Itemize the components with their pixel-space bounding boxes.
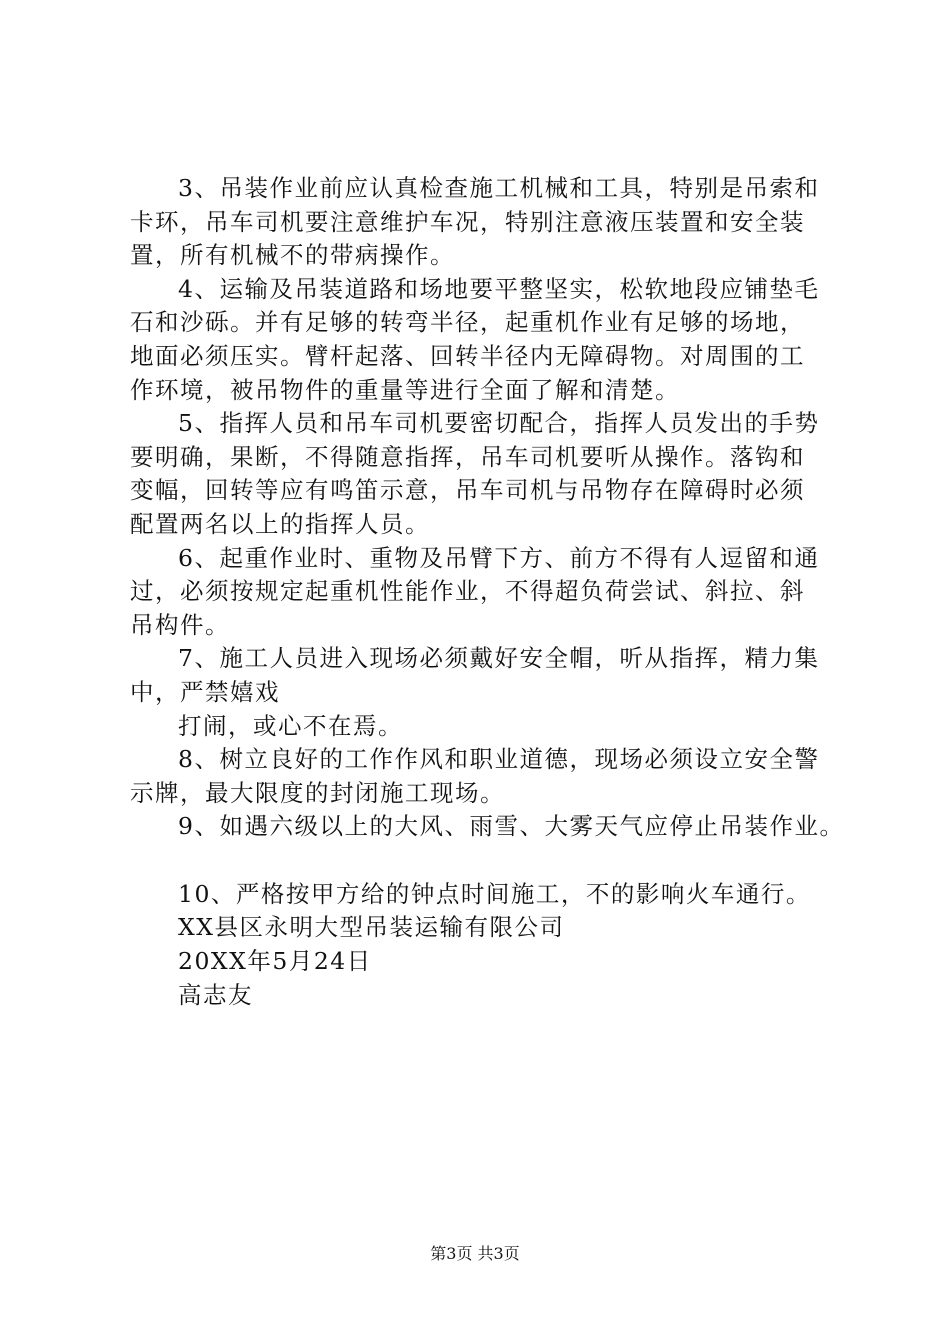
company-name: XX县区永明大型吊装运输有限公司 xyxy=(178,913,565,942)
text-line: 配置两名以上的指挥人员。 xyxy=(130,509,430,538)
text-line: 5、指挥人员和吊车司机要密切配合，指挥人员发出的手势 xyxy=(178,409,820,438)
text-line: 3、吊装作业前应认真检查施工机械和工具，特别是吊索和 xyxy=(178,174,820,202)
page-footer: 第3页 共3页 xyxy=(430,1244,520,1263)
paragraph-item-4 xyxy=(130,273,842,407)
text-line: 10、严格按甲方给的钟点时间施工，不的影响火车通行。 xyxy=(178,879,811,908)
text-line: 中，严禁嬉戏 xyxy=(130,677,280,706)
signature-date: 20XX年5月24日 xyxy=(178,947,372,976)
text-line: 4、运输及吊装道路和场地要平整坚实，松软地段应铺垫毛 xyxy=(178,274,820,303)
text-line: 打闹，或心不在焉。 xyxy=(178,711,403,740)
text-line: 6、起重作业时、重物及吊臂下方、前方不得有人逗留和通 xyxy=(178,543,820,572)
text-line: 置，所有机械不的带病操作。 xyxy=(130,241,455,270)
text-line: 吊构件。 xyxy=(130,610,230,639)
text-line: 地面必须压实。臂杆起落、回转半径内无障碍物。对周围的工 xyxy=(130,341,805,370)
text-line: 过，必须按规定起重机性能作业，不得超负荷尝试、斜拉、斜 xyxy=(130,577,805,606)
text-line: 卡环，吊车司机要注意维护车况，特别注意液压装置和安全装 xyxy=(130,207,805,236)
text-line: 9、如遇六级以上的大风、雨雪、大雾天气应停止吊装作业。 xyxy=(178,812,845,841)
text-line: 8、树立良好的工作作风和职业道德，现场必须设立安全警 xyxy=(178,745,820,774)
signature-block xyxy=(130,911,842,1012)
blank-gap xyxy=(130,844,842,878)
paragraph-item-5 xyxy=(130,407,842,541)
paragraph-item-8 xyxy=(130,743,842,810)
text-line: 变幅，回转等应有鸣笛示意，吊车司机与吊物存在障碍时必须 xyxy=(130,476,805,505)
paragraph-item-9 xyxy=(130,810,845,844)
paragraph-item-7 xyxy=(130,642,842,709)
text-line: 7、施工人员进入现场必须戴好安全帽，听从指挥，精力集 xyxy=(178,644,820,673)
document-body xyxy=(130,172,845,1012)
text-line: 示牌，最大限度的封闭施工现场。 xyxy=(130,778,505,807)
text-line: 石和沙砾。并有足够的转弯半径，起重机作业有足够的场地， xyxy=(130,308,805,337)
text-line: 要明确，果断，不得随意指挥，吊车司机要听从操作。落钩和 xyxy=(130,442,805,471)
paragraph-item-10 xyxy=(130,878,842,912)
paragraph-item-7-continuation xyxy=(130,710,842,744)
signer-name: 高志友 xyxy=(178,980,253,1009)
paragraph-item-6 xyxy=(130,542,842,643)
paragraph-item-3 xyxy=(130,172,842,273)
text-line: 作环境，被吊物件的重量等进行全面了解和清楚。 xyxy=(130,375,680,404)
